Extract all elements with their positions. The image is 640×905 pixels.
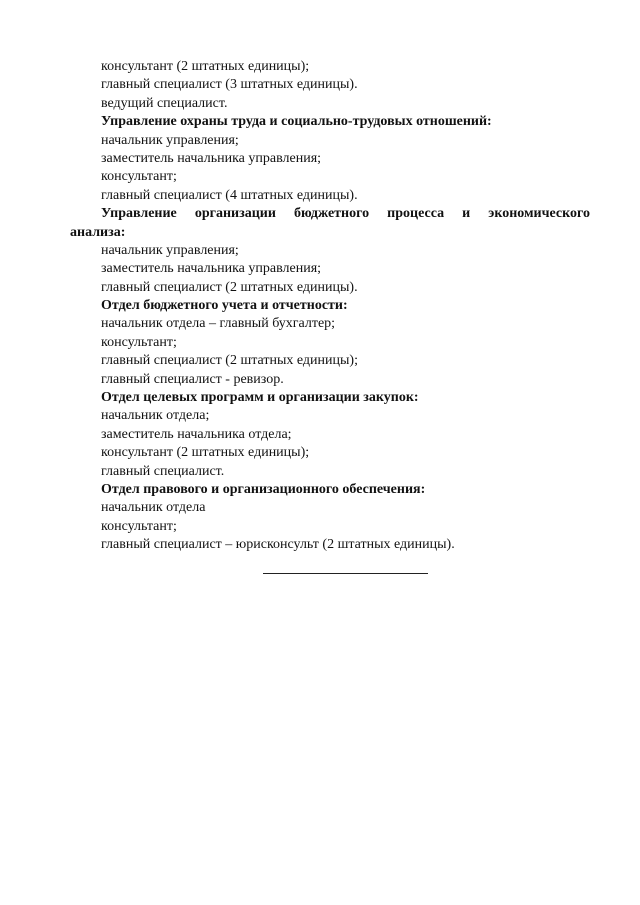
list-item: консультант (2 штатных единицы); <box>101 445 310 461</box>
list-item: начальник управления; <box>101 132 239 148</box>
list-item: консультант; <box>101 169 177 185</box>
list-item: главный специалист - ревизор. <box>101 371 284 387</box>
list-item: заместитель начальника управления; <box>101 261 322 277</box>
list-item: главный специалист (4 штатных единицы). <box>101 187 358 203</box>
list-item: ведущий специалист. <box>101 95 228 111</box>
list-item: главный специалист (2 штатных единицы); <box>101 353 358 369</box>
list-item: консультант; <box>101 518 177 534</box>
section-heading-legal: Отдел правового и организационного обеспечения: <box>101 481 426 497</box>
section-heading-labor-protection: Управление охраны труда и социально-трудовых отношений: <box>101 114 492 130</box>
closing-rule <box>263 573 428 574</box>
document-body <box>70 58 590 555</box>
list-item: главный специалист (2 штатных единицы). <box>101 279 358 295</box>
list-item: главный специалист. <box>101 463 225 479</box>
section-heading-budget-process: Управление организации бюджетного процесса и экономического <box>101 206 590 222</box>
section-heading-accounting: Отдел бюджетного учета и отчетности: <box>101 298 348 314</box>
list-item: начальник управления; <box>101 242 239 258</box>
list-item: начальник отдела <box>101 500 206 516</box>
list-item: главный специалист (3 штатных единицы). <box>101 77 358 93</box>
list-item: начальник отдела – главный бухгалтер; <box>101 316 336 332</box>
section-heading-target-programs: Отдел целевых программ и организации закупок: <box>101 390 419 406</box>
section-heading-budget-process-continued: анализа: <box>70 224 126 240</box>
list-item: консультант; <box>101 334 177 350</box>
list-item: заместитель начальника управления; <box>101 150 322 166</box>
list-item: начальник отдела; <box>101 408 210 424</box>
list-item: главный специалист – юрисконсульт (2 штатных единицы). <box>101 537 455 553</box>
list-item: заместитель начальника отдела; <box>101 426 292 442</box>
list-item: консультант (2 штатных единицы); <box>101 59 310 74</box>
